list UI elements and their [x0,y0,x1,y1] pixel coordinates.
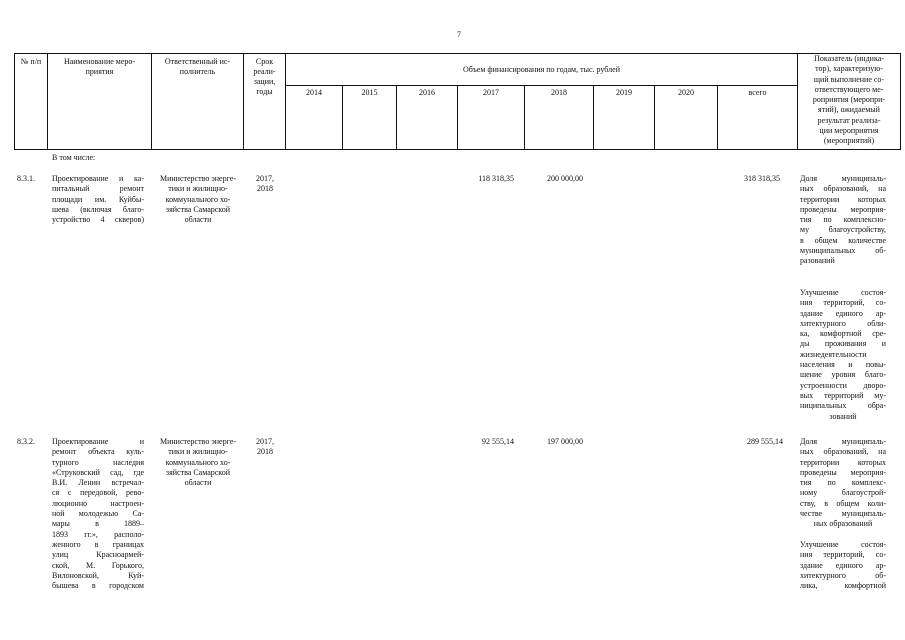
row-indicator: Доля муниципаль- ных образований, на территории которых проведены мероприя- тия по комплексно- му благоустройству, в общем количестве муниципальных об- разований [800,174,886,266]
year-2020: 2020 [678,88,694,97]
year-2014: 2014 [306,88,322,97]
header-top-border [14,53,901,54]
subheading: В том числе: [52,153,96,162]
col-border [14,53,15,150]
year-2017: 2017 [483,88,499,97]
row-expected-result: Улучшение состоя- ния территорий, со- здание единого ар- хитектурного об- лика, комфортной [800,540,886,591]
row-indicator: Доля муниципаль- ных образований, на территории которых проведены мероприя- тия по комплекс- ному благоустрой- ству, в общем коли- честве муниципаль- ных образований [800,437,886,529]
value-total: 289 555,14 [747,437,783,446]
value-2018: 197 000,00 [547,437,583,446]
table-header [14,53,901,150]
header-term: Срок реали- зации, годы [253,57,276,96]
row-responsible: Министерство энерге- тики и жилищно- коммунального хо- зяйства Самарской области [160,174,236,225]
row-name: Проектирование и ка- питальный ремонт площади им. Куйбы- шева (включая благо- устройство 4 скверов) [52,174,144,225]
year-2018: 2018 [551,88,567,97]
header-num: № п/п [20,57,42,66]
year-2016: 2016 [419,88,435,97]
value-total: 318 318,35 [744,174,780,183]
page-number: 7 [457,30,461,39]
value-2017: 118 318,35 [478,174,514,183]
col-border [900,53,901,150]
row-responsible: Министерство энерге- тики и жилищно- коммунального хо- зяйства Самарской области [160,437,236,488]
row-number: 8.3.2. [17,437,35,446]
year-2015: 2015 [361,88,378,97]
year-2019: 2019 [616,88,632,97]
header-name: Наименование меро- приятия [63,57,136,76]
value-2018: 200 000,00 [547,174,583,183]
row-term: 2017, 2018 [256,437,274,457]
year-total: всего [748,88,767,97]
finance-sub-border [285,85,797,86]
row-term: 2017, 2018 [256,174,274,194]
row-expected-result: Улучшение состоя- ния территорий, со- здание единого ар- хитектурного обли- ка, комфортной сре- ды проживания и жизнедеятельности населения и повы- шение уровня благо- устроенности дворо- вых территорий му- ниципальных обра- зований [800,288,886,421]
header-finance: Объем финансирования по годам, тыс. рублей [463,65,620,74]
row-name: Проектирование и ремонт объекта куль- турного наследия «Струковский сад, где В.И. Ленин встречал- ся с передовой, рево- люционно настроен- ной молодежью Са- мары в 1889– 1893 гг.», располо- женного в границах улиц Красноармей- ской, М. Горького, Вилоновской, Куй- бышева в городском [52,437,144,591]
row-number: 8.3.1. [17,174,35,183]
value-2017: 92 555,14 [482,437,514,446]
header-responsible: Ответственный ис- полнитель [164,57,231,76]
header-indicator: Показатель (индика- тор), характеризую- щий выполнение со- ответствующего ме- роприятия (меропри- ятий), ожидаемый результат реализа- ции мероприятия (мероприятий) [812,54,886,146]
